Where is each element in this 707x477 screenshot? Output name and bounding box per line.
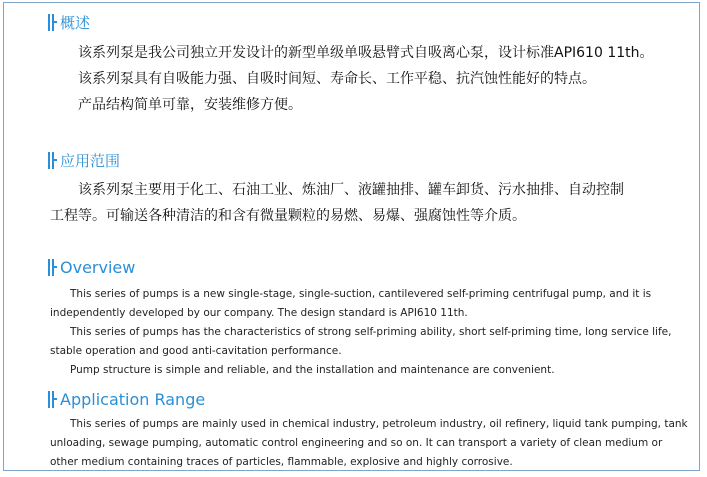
application-zh-line-1: 该系列泵主要用于化工、石油工业、炼油厂、液罐抽排、罐车卸货、污水抽排、自动控制 <box>78 182 624 198</box>
overview-zh-line-1: 该系列泵是我公司独立开发设计的新型单级单吸悬臂式自吸离心泵，设计标准API610 11th。 <box>78 45 654 61</box>
application-zh-line-2: 工程等。可输送各种清洁的和含有微量颗粒的易燃、易爆、强腐蚀性等介质。 <box>50 208 526 224</box>
overview-en-line-4: stable operation and good anti-cavitation performance. <box>50 345 342 357</box>
application-en-line-2: unloading, sewage pumping, automatic control engineering and so on. It can transport a variety of clean medium or <box>50 437 663 449</box>
overview-en-line-3: This series of pumps has the characteristics of strong self-priming ability, short self-priming time, long service life, <box>70 326 672 338</box>
overview-en-line-1: This series of pumps is a new single-stage, single-suction, cantilevered self-priming centrifugal pump, and it is <box>70 288 652 300</box>
overview-zh-line-2: 该系列泵具有自吸能力强、自吸时间短、寿命长、工作平稳、抗汽蚀性能好的特点。 <box>78 71 596 87</box>
application-en-line-3: other medium containing traces of particles, flammable, explosive and highly corrosive. <box>50 456 513 468</box>
overview-en-line-2: independently developed by our company. The design standard is API610 11th. <box>50 307 468 319</box>
application-zh-title <box>48 150 120 171</box>
overview-en-title-text: Overview <box>60 258 136 277</box>
application-en-title-text: Application Range <box>60 390 206 409</box>
section-marker-icon <box>48 391 57 408</box>
overview-zh-line-3: 产品结构简单可靠，安装维修方便。 <box>78 97 302 113</box>
section-marker-icon <box>48 152 57 169</box>
overview-zh-title <box>48 12 90 33</box>
overview-zh-title-text: 概述 <box>60 14 91 32</box>
application-zh-title-text: 应用范围 <box>60 152 121 170</box>
application-en-line-1: This series of pumps are mainly used in chemical industry, petroleum industry, oil refinery, liquid tank pumping, tank <box>70 418 688 430</box>
application-en-title <box>48 390 205 409</box>
section-marker-icon <box>48 259 57 276</box>
section-marker-icon <box>48 14 57 31</box>
overview-en-title <box>48 258 135 277</box>
overview-en-line-5: Pump structure is simple and reliable, and the installation and maintenance are convenient. <box>70 364 555 376</box>
